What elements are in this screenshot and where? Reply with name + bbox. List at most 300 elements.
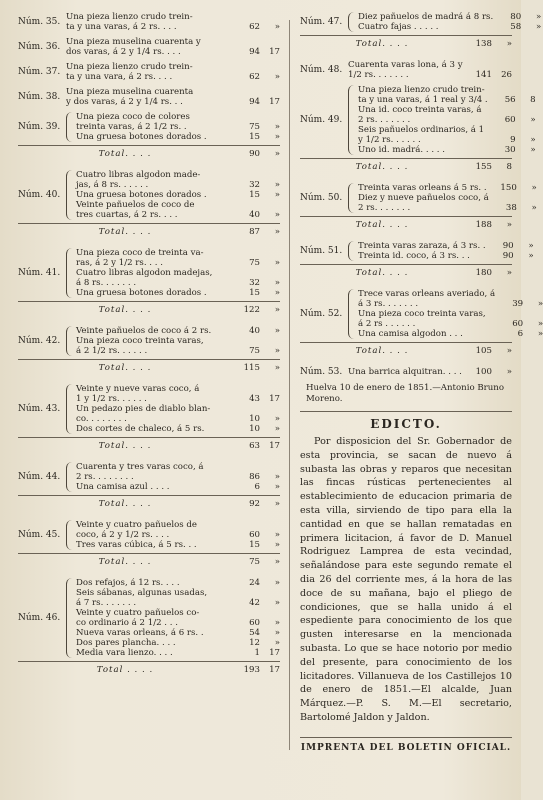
inventory-entry bbox=[18, 12, 280, 32]
amount-cents: » bbox=[530, 115, 536, 125]
entry-line bbox=[76, 482, 280, 492]
total-label: Total. . . . bbox=[98, 557, 152, 567]
entry-line bbox=[358, 115, 536, 125]
inventory-entry bbox=[300, 60, 512, 80]
amount-reales: 90 bbox=[502, 251, 514, 261]
entry-line bbox=[358, 241, 534, 251]
amount-reales: 32 bbox=[249, 180, 260, 190]
total-label: Total. . . . bbox=[355, 268, 409, 278]
total-label: Total. . . . bbox=[355, 346, 409, 356]
amount-cents bbox=[260, 87, 280, 97]
amount-reales: 150 bbox=[500, 183, 517, 193]
total-reales: 87 bbox=[249, 227, 260, 237]
total-cents: » bbox=[506, 346, 512, 356]
item-text: Veinte pañuelos de coco de bbox=[76, 200, 195, 210]
entry-number: Núm. 46. bbox=[18, 613, 61, 623]
item-text: Una pieza muselina cuarenta y bbox=[66, 37, 201, 47]
amount-reales: 9 bbox=[510, 135, 516, 145]
entry-total bbox=[18, 553, 280, 568]
inventory-entry bbox=[18, 37, 280, 57]
brace-mark bbox=[348, 85, 355, 155]
amount-reales: 60 bbox=[504, 115, 516, 125]
item-text: co. . . . . . . . bbox=[76, 414, 127, 424]
amount-reales bbox=[232, 37, 260, 47]
entry-line bbox=[76, 200, 280, 210]
item-text: Trece varas orleans averiado, á bbox=[358, 289, 496, 299]
amount-cents: » bbox=[530, 145, 536, 155]
amount-reales bbox=[232, 384, 260, 394]
amount-cents: » bbox=[530, 135, 536, 145]
item-text: Treinta varas zaraza, á 3 rs. . bbox=[358, 241, 486, 251]
entry-line bbox=[76, 210, 280, 220]
entry-number: Núm. 53. bbox=[300, 367, 343, 377]
amount-reales: 38 bbox=[505, 203, 517, 213]
entry-number: Núm. 47. bbox=[300, 17, 343, 27]
amount-reales: 40 bbox=[249, 210, 260, 220]
amount-reales: 62 bbox=[249, 72, 260, 82]
entry-line bbox=[76, 384, 280, 394]
item-text: Veinte pañuelos de coco á 2 rs. bbox=[76, 326, 212, 336]
total-label: Total. . . . bbox=[355, 162, 409, 172]
amount-reales: 90 bbox=[502, 241, 514, 251]
amount-cents bbox=[492, 60, 512, 70]
amount-reales: 94 bbox=[249, 97, 260, 107]
entry-line bbox=[76, 424, 280, 434]
item-text: 2 rs. . . . . . . bbox=[358, 203, 411, 213]
amount-reales: 6 bbox=[517, 329, 524, 339]
entry-line bbox=[76, 268, 280, 278]
item-text: Una pieza lienzo crudo trein- bbox=[66, 62, 193, 72]
item-text: Veinte y nueve varas coco, á bbox=[76, 384, 200, 394]
amount-cents bbox=[260, 248, 280, 258]
amount-cents bbox=[260, 404, 280, 414]
amount-cents: » bbox=[274, 326, 280, 336]
amount-cents: » bbox=[537, 329, 543, 339]
total-label: Total . . . . bbox=[96, 665, 154, 675]
amount-reales: 15 bbox=[249, 540, 260, 550]
total-cents: » bbox=[274, 305, 280, 315]
entry-total bbox=[18, 359, 280, 374]
brace-mark bbox=[348, 289, 355, 339]
total-cents: » bbox=[274, 557, 280, 567]
amount-cents: » bbox=[274, 72, 280, 82]
inventory-entry bbox=[18, 384, 280, 434]
amount-cents: » bbox=[274, 122, 280, 132]
entry-line bbox=[76, 288, 280, 298]
total-reales: 122 bbox=[243, 305, 260, 315]
entry-number: Núm. 44. bbox=[18, 472, 61, 482]
amount-reales: 75 bbox=[249, 346, 260, 356]
inventory-entry bbox=[300, 241, 534, 261]
entry-lines bbox=[76, 248, 280, 298]
entry-line bbox=[76, 258, 280, 268]
item-text: Veinte y cuatro pañuelos de bbox=[76, 520, 198, 530]
amount-reales bbox=[495, 309, 523, 319]
amount-cents bbox=[523, 289, 543, 299]
entry-number: Núm. 52. bbox=[300, 309, 343, 319]
entry-number: Núm. 41. bbox=[18, 268, 61, 278]
amount-reales: 24 bbox=[249, 578, 260, 588]
amount-reales: 10 bbox=[249, 414, 260, 424]
entry-line bbox=[76, 122, 280, 132]
amount-reales: 10 bbox=[249, 424, 260, 434]
entry-line bbox=[76, 404, 280, 414]
amount-cents: » bbox=[506, 367, 512, 377]
amount-cents: » bbox=[274, 278, 280, 288]
total-reales: 115 bbox=[243, 363, 260, 373]
brace-mark bbox=[66, 248, 73, 298]
amount-cents bbox=[260, 170, 280, 180]
amount-reales: 12 bbox=[249, 638, 260, 648]
entry-number: Núm. 48. bbox=[300, 65, 343, 75]
column-divider bbox=[289, 20, 290, 750]
total-cents: » bbox=[274, 363, 280, 373]
amount-cents: » bbox=[274, 288, 280, 298]
item-text: tres cuartas, á 2 rs. . . . bbox=[76, 210, 178, 220]
entry-lines bbox=[76, 170, 280, 220]
inventory-entry bbox=[18, 112, 280, 142]
item-text: Dos pares plancha. . . . bbox=[76, 638, 176, 648]
entry-line bbox=[358, 145, 536, 155]
item-text: Una gruesa botones dorados . bbox=[76, 288, 207, 298]
amount-cents: » bbox=[274, 210, 280, 220]
amount-cents bbox=[260, 112, 280, 122]
entry-lines bbox=[76, 112, 280, 142]
item-text: Diez y nueve pañuelos coco, á bbox=[358, 193, 489, 203]
entry-line bbox=[358, 135, 536, 145]
amount-reales bbox=[232, 404, 260, 414]
amount-reales: 56 bbox=[504, 95, 516, 105]
entry-line bbox=[76, 598, 280, 608]
entry-line bbox=[76, 326, 280, 336]
entry-number: Núm. 37. bbox=[18, 67, 61, 77]
edicto-body: Por disposicion del Sr. Gobernador de esta provincia, se sacan de nuevo á subasta las obras y reparos que necesitan las fincas rústicas pertenecientes al establecimiento de educacion primaria de esta villa, sirviendo de tipo para ella la cantidad en que se hallan rematadas en primera licitacion, á favor de D. Manuel Rodriguez Lamprea de esta vecindad, señalándose para este segundo remate el dia 26 del corriente mes, á la hora de las doce de su mañana, bajo el pliego de condiciones, que se halla unido á el espediente para conocimiento de los que gusten interesarse en la mencionada subasta. Lo que se hace notorio por medio del presente, para conocimiento de los licitadores. Villanueva de los Castillejos 10 de enero de 1851.—El alcalde, Juan Márquez.—P. S. M.—El secretario, Bartolomé Jaldon y Jaldon. bbox=[300, 436, 512, 723]
total-label: Total. . . . bbox=[98, 227, 152, 237]
brace-mark bbox=[348, 183, 355, 213]
amount-reales bbox=[232, 588, 260, 598]
entry-lines bbox=[358, 241, 534, 261]
total-cents: » bbox=[506, 268, 512, 278]
amount-cents: 17 bbox=[269, 97, 280, 107]
amount-cents: » bbox=[274, 346, 280, 356]
amount-cents bbox=[260, 62, 280, 72]
entry-number: Núm. 42. bbox=[18, 336, 61, 346]
amount-reales: 60 bbox=[512, 319, 524, 329]
right-entries bbox=[300, 12, 543, 377]
amount-reales: 42 bbox=[249, 598, 260, 608]
entry-line bbox=[76, 520, 280, 530]
inventory-entry bbox=[18, 62, 280, 82]
amount-reales bbox=[232, 200, 260, 210]
entry-number: Núm. 40. bbox=[18, 190, 61, 200]
total-reales: 180 bbox=[475, 268, 492, 278]
item-text: á 8 rs. . . . . . . bbox=[76, 278, 137, 288]
amount-reales bbox=[232, 62, 260, 72]
item-text: coco, á 2 y 1/2 rs. . . . bbox=[76, 530, 170, 540]
entry-line bbox=[76, 638, 280, 648]
amount-reales: 32 bbox=[249, 278, 260, 288]
item-text: co ordinario á 2 1/2 . . . bbox=[76, 618, 178, 628]
total-cents: » bbox=[274, 227, 280, 237]
entry-line bbox=[358, 251, 534, 261]
item-text: 2 rs. . . . . . . bbox=[358, 115, 411, 125]
amount-cents: » bbox=[528, 251, 534, 261]
amount-reales: 30 bbox=[504, 145, 516, 155]
entry-number: Núm. 50. bbox=[300, 193, 343, 203]
entry-total bbox=[300, 342, 512, 357]
entry-line bbox=[66, 22, 280, 32]
item-text: á 2 1/2 rs. . . . . . bbox=[76, 346, 148, 356]
item-text: á 3 rs. . . . . . . bbox=[358, 299, 419, 309]
entry-lines bbox=[348, 60, 512, 80]
entry-line bbox=[76, 170, 280, 180]
entry-line bbox=[76, 578, 280, 588]
amount-reales: 1 bbox=[254, 648, 260, 658]
entry-lines bbox=[358, 85, 536, 155]
item-text: Un pedazo pies de diablo blan- bbox=[76, 404, 211, 414]
entry-line bbox=[66, 47, 280, 57]
entry-line bbox=[358, 22, 541, 32]
amount-cents bbox=[260, 37, 280, 47]
entry-total bbox=[18, 661, 280, 676]
amount-cents bbox=[260, 384, 280, 394]
amount-reales: 60 bbox=[249, 530, 260, 540]
inventory-entry bbox=[18, 326, 280, 356]
amount-reales: 100 bbox=[475, 367, 492, 377]
entry-line bbox=[66, 12, 280, 22]
amount-cents: » bbox=[274, 638, 280, 648]
brace-mark bbox=[348, 12, 355, 32]
item-text: Tres varas cúbica, á 5 rs. . . bbox=[76, 540, 197, 550]
inventory-entry bbox=[300, 367, 512, 377]
amount-cents bbox=[260, 608, 280, 618]
edicto-title: EDICTO. bbox=[300, 411, 512, 431]
amount-cents bbox=[260, 462, 280, 472]
entry-lines bbox=[358, 183, 537, 213]
amount-reales: 39 bbox=[512, 299, 524, 309]
amount-reales bbox=[232, 336, 260, 346]
item-text: Cuatro libras algodon made- bbox=[76, 170, 201, 180]
brace-mark bbox=[66, 326, 73, 356]
entry-line bbox=[66, 72, 280, 82]
entry-line bbox=[76, 472, 280, 482]
item-text: Media vara lienzo. . . . bbox=[76, 648, 173, 658]
item-text: Cuatro libras algodon madejas, bbox=[76, 268, 213, 278]
amount-reales bbox=[488, 105, 516, 115]
amount-reales: 80 bbox=[510, 12, 522, 22]
amount-cents: » bbox=[274, 530, 280, 540]
entry-line bbox=[358, 289, 543, 299]
total-reales: 188 bbox=[475, 220, 492, 230]
amount-reales bbox=[232, 608, 260, 618]
total-cents: » bbox=[274, 499, 280, 509]
amount-cents bbox=[260, 588, 280, 598]
entry-total bbox=[18, 223, 280, 238]
item-text: 2 rs. . . . . . . . bbox=[76, 472, 134, 482]
entry-line bbox=[348, 60, 512, 70]
entry-line bbox=[358, 203, 537, 213]
amount-reales: 75 bbox=[249, 122, 260, 132]
total-label: Total. . . . bbox=[355, 220, 409, 230]
inventory-entry bbox=[300, 12, 542, 32]
amount-reales bbox=[464, 60, 492, 70]
entry-total bbox=[18, 145, 280, 160]
brace-mark bbox=[66, 578, 73, 658]
item-text: Seis pañuelos ordinarios, á 1 bbox=[358, 125, 485, 135]
total-reales: 155 bbox=[475, 162, 492, 172]
entry-line bbox=[76, 248, 280, 258]
amount-cents bbox=[516, 125, 536, 135]
amount-cents: » bbox=[274, 598, 280, 608]
entry-line bbox=[76, 540, 280, 550]
amount-cents: 26 bbox=[501, 70, 512, 80]
amount-reales: 15 bbox=[249, 132, 260, 142]
amount-cents: » bbox=[537, 299, 543, 309]
entry-line bbox=[76, 112, 280, 122]
entry-line bbox=[76, 394, 280, 404]
amount-cents bbox=[517, 193, 537, 203]
entry-lines bbox=[76, 384, 280, 434]
entry-total bbox=[18, 437, 280, 452]
item-text: Dos refajos, á 12 rs. . . . bbox=[76, 578, 180, 588]
amount-reales bbox=[232, 462, 260, 472]
item-text: Dos cortes de chaleco, á 5 rs. bbox=[76, 424, 205, 434]
total-cents: » bbox=[274, 149, 280, 159]
total-cents: 8 bbox=[506, 162, 512, 172]
item-text: y dos varas, á 2 y 1/4 rs. . . bbox=[66, 97, 183, 107]
left-column bbox=[18, 12, 280, 686]
entry-line bbox=[358, 329, 543, 339]
amount-reales bbox=[232, 112, 260, 122]
amount-cents: 8 bbox=[530, 95, 536, 105]
entry-total bbox=[300, 216, 512, 231]
entry-line bbox=[358, 193, 537, 203]
total-reales: 75 bbox=[249, 557, 260, 567]
entry-line bbox=[358, 125, 536, 135]
entry-line bbox=[358, 12, 541, 22]
entry-line bbox=[76, 608, 280, 618]
amount-reales bbox=[489, 193, 517, 203]
entry-lines bbox=[358, 289, 543, 339]
entry-line bbox=[358, 85, 536, 95]
item-text: á 7 rs. . . . . . . bbox=[76, 598, 137, 608]
item-text: 1/2 rs. . . . . . . bbox=[348, 70, 409, 80]
entry-total bbox=[300, 264, 512, 279]
item-text: jas, á 8 rs. . . . . . bbox=[76, 180, 149, 190]
entry-line bbox=[76, 628, 280, 638]
total-reales: 193 bbox=[243, 665, 260, 675]
inventory-entry bbox=[18, 578, 280, 658]
entry-line bbox=[76, 132, 280, 142]
entry-number: Núm. 38. bbox=[18, 92, 61, 102]
amount-reales: 86 bbox=[249, 472, 260, 482]
total-cents: » bbox=[506, 39, 512, 49]
inventory-entry bbox=[18, 170, 280, 220]
entry-lines bbox=[76, 520, 280, 550]
entry-line bbox=[76, 462, 280, 472]
entry-total bbox=[300, 35, 512, 50]
item-text: Una camisa algodon . . . bbox=[358, 329, 463, 339]
amount-cents bbox=[523, 309, 543, 319]
amount-cents: » bbox=[274, 472, 280, 482]
entry-number: Núm. 39. bbox=[18, 122, 61, 132]
entry-line bbox=[358, 319, 543, 329]
amount-reales: 40 bbox=[249, 326, 260, 336]
entry-lines bbox=[66, 62, 280, 82]
item-text: Una id. coco treinta varas, á bbox=[358, 105, 482, 115]
entry-line bbox=[76, 346, 280, 356]
amount-cents: » bbox=[274, 180, 280, 190]
item-text: ta y una varas, á 1 real y 3/4 . bbox=[358, 95, 488, 105]
amount-cents: » bbox=[274, 482, 280, 492]
entry-number: Núm. 43. bbox=[18, 404, 61, 414]
item-text: 1 y 1/2 rs. . . . . . bbox=[76, 394, 147, 404]
entry-line bbox=[358, 299, 543, 309]
inventory-entry bbox=[18, 87, 280, 107]
amount-cents: 17 bbox=[269, 648, 280, 658]
amount-cents: » bbox=[537, 319, 543, 329]
amount-cents: 17 bbox=[269, 47, 280, 57]
item-text: Una barrica alquitran. . . . bbox=[348, 367, 462, 377]
entry-line bbox=[358, 183, 537, 193]
amount-cents bbox=[260, 12, 280, 22]
inventory-entry bbox=[18, 520, 280, 550]
amount-reales: 60 bbox=[249, 618, 260, 628]
entry-lines bbox=[76, 326, 280, 356]
item-text: á 2 rs . . . . . . bbox=[358, 319, 416, 329]
amount-reales: 75 bbox=[249, 258, 260, 268]
signature-note: Huelva 10 de enero de 1851.—Antonio Bruno Moreno. bbox=[306, 383, 505, 404]
inventory-entry bbox=[300, 183, 537, 213]
item-text: Cuatro fajas . . . . . bbox=[358, 22, 439, 32]
amount-reales: 141 bbox=[475, 70, 492, 80]
amount-reales: 62 bbox=[249, 22, 260, 32]
amount-cents: » bbox=[274, 190, 280, 200]
entry-line bbox=[358, 105, 536, 115]
entry-lines bbox=[66, 12, 280, 32]
amount-reales: 15 bbox=[249, 288, 260, 298]
amount-reales bbox=[232, 268, 260, 278]
amount-cents bbox=[260, 200, 280, 210]
entry-lines bbox=[66, 37, 280, 57]
entry-line bbox=[76, 588, 280, 598]
amount-reales bbox=[488, 125, 516, 135]
total-reales: 138 bbox=[475, 39, 492, 49]
item-text: treinta varas, á 2 1/2 rs. . bbox=[76, 122, 187, 132]
entry-lines bbox=[358, 12, 541, 32]
amount-cents bbox=[260, 520, 280, 530]
entry-total bbox=[18, 301, 280, 316]
amount-cents bbox=[260, 336, 280, 346]
amount-cents bbox=[516, 105, 536, 115]
entry-lines bbox=[76, 578, 280, 658]
brace-mark bbox=[348, 241, 355, 261]
entry-number: Núm. 36. bbox=[18, 42, 61, 52]
brace-mark bbox=[66, 384, 73, 434]
item-text: Una gruesa botones dorados . bbox=[76, 190, 207, 200]
brace-mark bbox=[66, 170, 73, 220]
item-text: Una pieza coco de colores bbox=[76, 112, 190, 122]
entry-lines bbox=[66, 87, 280, 107]
brace-mark bbox=[66, 112, 73, 142]
amount-cents: » bbox=[274, 132, 280, 142]
inventory-entry bbox=[300, 85, 536, 155]
inventory-entry bbox=[300, 289, 543, 339]
total-label: Total. . . . bbox=[98, 441, 152, 451]
entry-total bbox=[18, 495, 280, 510]
item-text: Treinta id. coco, á 3 rs. . . bbox=[358, 251, 470, 261]
amount-cents bbox=[260, 268, 280, 278]
